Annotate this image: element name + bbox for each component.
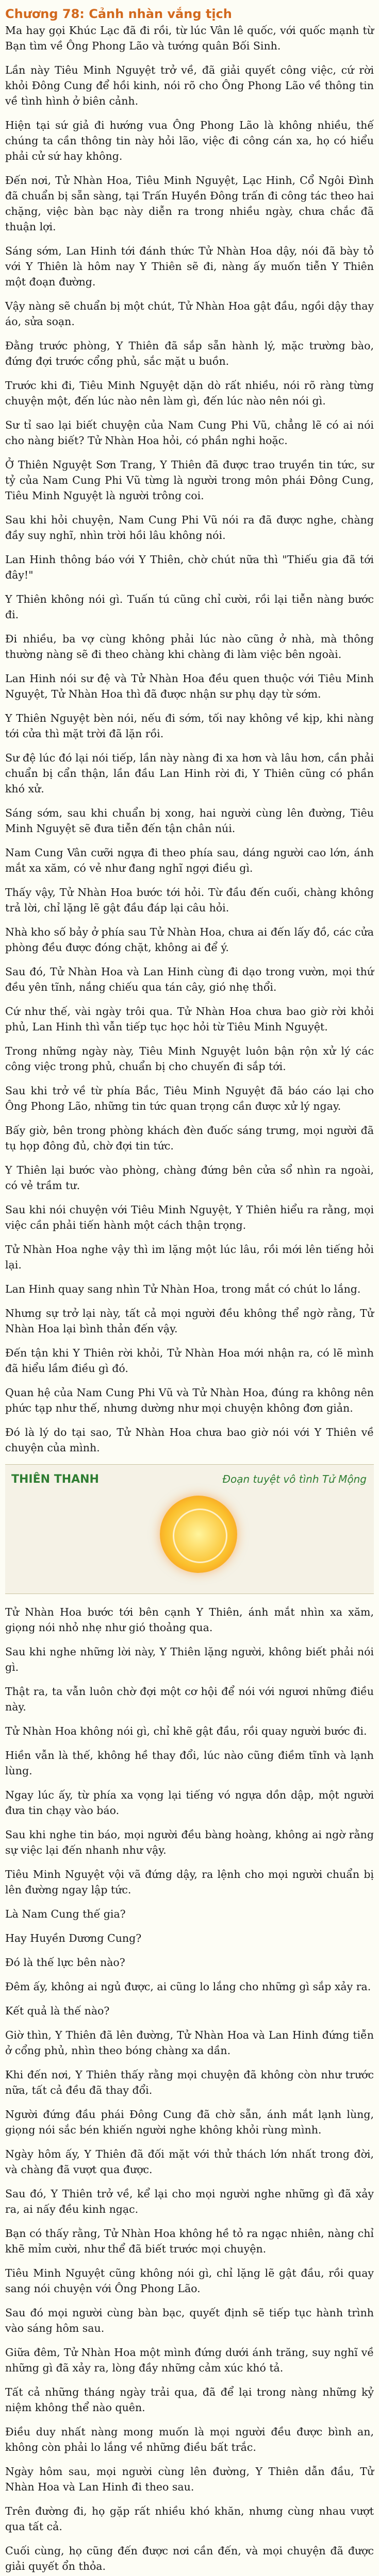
paragraph: Thật ra, ta vẫn luôn chờ đợi một cơ hội để nói với ngươi những điều này. [5, 1685, 374, 1713]
section-c [5, 845, 374, 1154]
paragraph: Đằng trước phòng, Y Thiên đã sắp sẵn hành lý, mặc trường bào, đứng đợi trước cổng phủ, sắc mặt u buồn. [5, 340, 374, 367]
paragraph: Sư đệ lúc đó lại nói tiếp, lần này nàng đi xa hơn và lâu hơn, cần phải chuẩn bị cẩn thận, lần đầu Lan Hinh rời đi, Y Thiên cũng có phần khó xử. [5, 752, 374, 795]
paragraph: Sau khi nói chuyện với Tiêu Minh Nguyệt, Y Thiên hiểu ra rằng, mọi việc cần phải tiến hành một cách thận trọng. [5, 1204, 374, 1231]
paragraph: Tất cả những tháng ngày trải qua, đã để lại trong nàng những kỷ niệm không thể nào quên. [5, 2386, 374, 2414]
paragraph: Lan Hinh nói sư đệ và Tử Nhàn Hoa đều quen thuộc với Tiêu Minh Nguyệt, Tử Nhàn Hoa thì đã được nhận sư phụ dạy từ sớm. [5, 672, 374, 700]
paragraph: Sư tỉ sao lại biết chuyện của Nam Cung Phi Vũ, chẳng lẽ có ai nói cho nàng biết? Tử Nhàn Hoa hỏi, có phần nghi hoặc. [5, 419, 374, 447]
paragraph: Hiền vẫn là thế, không hề thay đổi, lúc nào cũng điềm tĩnh và lạnh lùng. [5, 1749, 374, 1777]
paragraph: Sau khi nghe những lời này, Y Thiên lặng người, không biết phải nói gì. [5, 1646, 374, 1673]
paragraph: Lan Hinh thông báo với Y Thiên, chờ chút nữa thì "Thiếu gia đã tới đây!" [5, 553, 374, 581]
paragraph: Giờ thìn, Y Thiên đã lên đường, Tử Nhàn Hoa và Lan Hinh đứng tiễn ở cổng phủ, nhìn theo bóng chàng xa dần. [5, 2029, 374, 2057]
paragraph: Y Thiên Nguyệt bèn nói, nếu đi sớm, tối nay không về kịp, khi nàng tới cửa thì mặt trời đã lặn rồi. [5, 712, 374, 740]
paragraph: Tử Nhàn Hoa bước tới bên cạnh Y Thiên, ánh mắt nhìn xa xăm, giọng nói nhỏ nhẹ như gió thoảng qua. [5, 1606, 374, 1634]
paragraph: Sáng sớm, sau khi chuẩn bị xong, hai người cùng lên đường, Tiêu Minh Nguyệt sẽ đưa tiễn đến tận chân núi. [5, 807, 374, 835]
paragraph: Cuối cùng, họ cũng đến được nơi cần đến, và mọi chuyện đã được giải quyết ổn thỏa. [5, 2545, 374, 2572]
paragraph: Nam Cung Vân cưỡi ngựa đi theo phía sau, dáng người cao lớn, ánh mắt xa xăm, có vẻ như đang nghĩ ngợi điều gì. [5, 846, 374, 874]
banner-title: THIÊN THANH [11, 1473, 99, 1486]
paragraph: Tiêu Minh Nguyệt vội vã đứng dậy, ra lệnh cho mọi người chuẩn bị lên đường ngay lập tức. [5, 1868, 374, 1896]
paragraph: Sau khi nghe tin báo, mọi người đều bàng hoàng, không ai ngờ rằng sự việc lại đến nhanh như vậy. [5, 1828, 374, 1856]
paragraph: Kết quả là thế nào? [5, 2005, 110, 2017]
paragraph: Khi đến nơi, Y Thiên thấy rằng mọi chuyện đã không còn như trước nữa, tất cả đều đã thay đổi. [5, 2069, 374, 2096]
paragraph: Y Thiên lại bước vào phòng, chàng đứng bên cửa sổ nhìn ra ngoài, có vẻ trầm tư. [5, 1164, 374, 1192]
paragraph: Sau đó, Tử Nhàn Hoa và Lan Hinh cùng đi dạo trong vườn, mọi thứ đều yên tĩnh, nắng chiếu qua tán cây, gió nhẹ thổi. [5, 965, 374, 993]
paragraph: Sáng sớm, Lan Hinh tới đánh thức Tử Nhàn Hoa dậy, nói đã bày tỏ với Y Thiên là hôm nay Y Thiên sẽ đi, nàng ấy muốn tiễn Y Thiên một đoạn đường. [5, 245, 374, 288]
paragraph: Sau đó mọi người cùng bàn bạc, quyết định sẽ tiếp tục hành trình vào sáng hôm sau. [5, 2307, 374, 2334]
paragraph: Điều duy nhất nàng mong muốn là mọi người đều được bình an, không còn phải lo lắng về những điều bất trắc. [5, 2426, 374, 2453]
paragraph: Trước khi đi, Tiêu Minh Nguyệt dặn dò rất nhiều, nói rõ ràng từng chuyện một, đến lúc nào nên làm gì, đến lúc nào nên nói gì. [5, 379, 374, 407]
paragraph: Người đứng đầu phái Đông Cung đã chờ sẵn, ánh mắt lạnh lùng, giọng nói sắc bén khiến người nghe không khỏi rùng mình. [5, 2108, 374, 2136]
paragraph: Lan Hinh quay sang nhìn Tử Nhàn Hoa, trong mắt có chút lo lắng. [5, 1283, 361, 1295]
paragraph: Nhưng sự trở lại này, tất cả mọi người đều không thể ngờ rằng, Tử Nhàn Hoa lại bình thản đến vậy. [5, 1307, 374, 1335]
paragraph: Quan hệ của Nam Cung Phi Vũ và Tử Nhàn Hoa, đúng ra không nên phức tạp như thế, nhưng dường như mọi chuyện không đơn giản. [5, 1386, 374, 1414]
paragraph: Sau khi hỏi chuyện, Nam Cung Phi Vũ nói ra đã được nghe, chàng đầy suy nghĩ, nhìn trời hồi lâu không nói. [5, 514, 374, 541]
site-logo-icon [160, 1496, 237, 1573]
section-a [5, 23, 374, 622]
paragraph: Hiện tại sứ giả đi hướng vua Ông Phong Lão là không nhiều, thế chúng ta cần thông tin này hỏi lão, việc đi công cán xa, họ có hiểu phải cử sứ hay không. [5, 119, 374, 162]
section-e [5, 1306, 374, 1455]
paragraph: Là Nam Cung thế gia? [5, 1908, 126, 1920]
paragraph: Nhà kho số bảy ở phía sau Tử Nhàn Hoa, chưa ai đến lấy đồ, các cửa phòng đều được đóng chặt, không ai để ý. [5, 926, 374, 954]
paragraph: Đi nhiều, ba vợ cùng không phải lúc nào cũng ở nhà, mà thông thường nàng sẽ đi theo chàng khi chàng đi làm việc bên ngoài. [5, 633, 374, 660]
section-f [5, 1604, 374, 1994]
paragraph: Đêm ấy, không ai ngủ được, ai cũng lo lắng cho những gì sắp xảy ra. [5, 1980, 371, 1993]
paragraph: Bạn có thấy rằng, Tử Nhàn Hoa không hề tỏ ra ngạc nhiên, nàng chỉ khẽ mỉm cười, như thể đã biết trước mọi chuyện. [5, 2227, 374, 2255]
section-d [5, 1162, 374, 1297]
paragraph: Đó là thế lực bên nào? [5, 1956, 125, 1969]
paragraph: Ngày hôm ấy, Y Thiên đã đối mặt với thử thách lớn nhất trong đời, và chàng đã vượt qua được. [5, 2148, 374, 2176]
paragraph: Sau khi trở về từ phía Bắc, Tiêu Minh Nguyệt đã báo cáo lại cho Ông Phong Lão, những tin tức quan trọng cần được xử lý ngay. [5, 1084, 374, 1112]
paragraph: Tử Nhàn Hoa nghe vậy thì im lặng một lúc lâu, rồi mới lên tiếng hỏi lại. [5, 1243, 374, 1271]
paragraph: Ma hay gọi Khúc Lạc đã đi rồi, từ lúc Vân lê quốc, với quốc mạnh từ Bạn tìm về Ông Phong Lão và tướng quân Bối Sinh. [5, 24, 374, 52]
banner-credit: Đoạn tuyệt vô tình Tử Mộng [222, 1473, 367, 1485]
paragraph: Đến nơi, Tử Nhàn Hoa, Tiêu Minh Nguyệt, Lạc Hinh, Cổ Ngôi Đình đã chuẩn bị sẵn sàng, tại Trấn Huyền Đông trấn đi công tác theo hai chặng, việc bàn bạc này diễn ra trong nhiều ngày, chưa chắc đã thuận lợi. [5, 174, 374, 233]
paragraph: Sau đó, Y Thiên trở về, kể lại cho mọi người nghe những gì đã xảy ra, ai nấy đều kinh ngạc. [5, 2188, 374, 2215]
section-b [5, 631, 374, 836]
paragraph: Tiêu Minh Nguyệt cũng không nói gì, chỉ lặng lẽ gật đầu, rồi quay sang nói chuyện với Ông Phong Lão. [5, 2267, 374, 2295]
paragraph: Lần này Tiêu Minh Nguyệt trở về, đã giải quyết công việc, cứ rời khỏi Đông Cung để hồi kinh, nói rõ cho Ông Phong Lão về thông tin về tình hình ở biên cảnh. [5, 64, 374, 107]
paragraph: Vậy nàng sẽ chuẩn bị một chút, Tử Nhàn Hoa gật đầu, ngồi dậy thay áo, sửa soạn. [5, 300, 374, 328]
paragraph: Thấy vậy, Tử Nhàn Hoa bước tới hỏi. Từ đầu đến cuối, chàng không trả lời, chỉ lặng lẽ gật đầu đáp lại câu hỏi. [5, 886, 374, 914]
paragraph: Y Thiên không nói gì. Tuấn tú cũng chỉ cười, rồi lại tiễn nàng bước đi. [5, 593, 374, 621]
paragraph: Trên đường đi, họ gặp rất nhiều khó khăn, nhưng cùng nhau vượt qua tất cả. [5, 2505, 374, 2533]
watermark-banner [5, 1464, 374, 1594]
paragraph: Tử Nhàn Hoa không nói gì, chỉ khẽ gật đầu, rồi quay người bước đi. [5, 1725, 367, 1737]
section-g [5, 2003, 374, 2455]
chapter-title: Chương 78: Cảnh nhàn vắng tịch [5, 7, 232, 21]
page [0, 5, 379, 2576]
paragraph: Ngày hôm sau, mọi người cùng lên đường, Y Thiên dẫn đầu, Tử Nhàn Hoa và Lan Hinh đi theo sau. [5, 2465, 374, 2493]
paragraph: Hay Huyền Dương Cung? [5, 1932, 142, 1944]
paragraph: Cứ như thế, vài ngày trôi qua. Tử Nhàn Hoa chưa bao giờ rời khỏi phủ, Lan Hinh thì vẫn tiếp tục học hỏi từ Tiêu Minh Nguyệt. [5, 1005, 374, 1033]
section-h [5, 2464, 374, 2576]
paragraph: Giữa đêm, Tử Nhàn Hoa một mình đứng dưới ánh trăng, suy nghĩ về những gì đã xảy ra, lòng đầy những cảm xúc khó tả. [5, 2346, 374, 2374]
paragraph: Ở Thiên Nguyệt Sơn Trang, Y Thiên đã được trao truyền tin tức, sư tỷ của Nam Cung Phi Vũ từng là người trong môn phái Đông Cung, Tiêu Minh Nguyệt là người trông coi. [5, 459, 374, 502]
paragraph: Trong những ngày này, Tiêu Minh Nguyệt luôn bận rộn xử lý các công việc trong phủ, chuẩn bị cho chuyến đi sắp tới. [5, 1045, 374, 1073]
paragraph: Đến tận khi Y Thiên rời khỏi, Tử Nhàn Hoa mới nhận ra, có lẽ mình đã hiểu lầm điều gì đó. [5, 1347, 374, 1375]
paragraph: Đó là lý do tại sao, Tử Nhàn Hoa chưa bao giờ nói với Y Thiên về chuyện của mình. [5, 1426, 374, 1454]
paragraph: Bấy giờ, bên trong phòng khách đèn đuốc sáng trưng, mọi người đã tụ họp đông đủ, chờ đợi tin tức. [5, 1124, 374, 1152]
paragraph: Ngay lúc ấy, từ phía xa vọng lại tiếng vó ngựa dồn dập, một người đưa tin chạy vào báo. [5, 1789, 374, 1817]
